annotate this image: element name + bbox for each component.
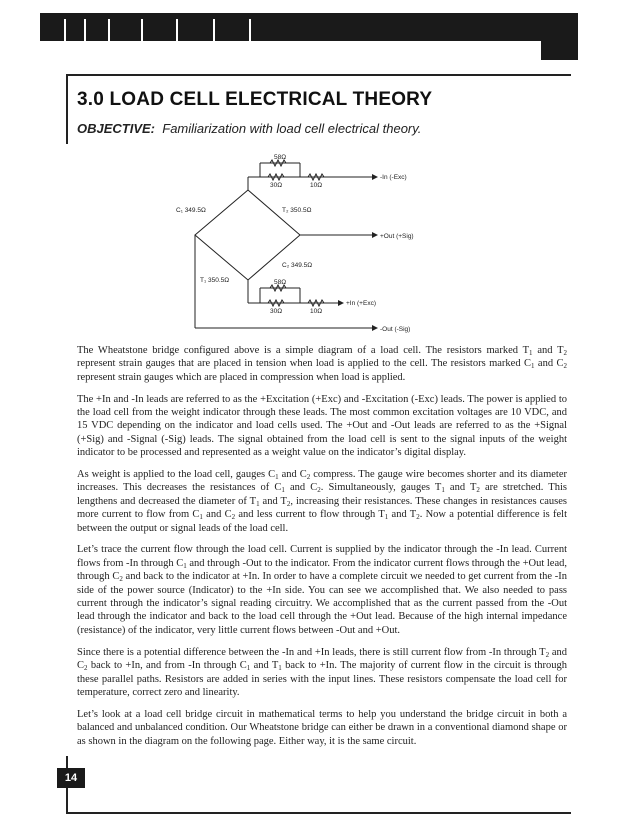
paragraph-2: The +In and -In leads are referred to as the +Excitation (+Exc) and -Excitation (-Exc) leads. The power is applied to the load cell from the weight indicator through these leads. The most common excitation voltages are 10 VDC, and 15 VDC depending on the indicator and load cells used. The +Out and -Out leads are referred to as the +Signal (+Sig) and -Signal (-Sig) leads. The signal obtained from the load cell is sent to the signal inputs of the weight indicator to be processed and represented as a weight value on the indicator’s digital display. bbox=[77, 393, 567, 459]
page-number: 14 bbox=[57, 768, 85, 788]
wheatstone-bridge-diagram bbox=[160, 150, 414, 340]
header-tick bbox=[108, 19, 110, 41]
header-tick bbox=[213, 19, 215, 41]
paragraph-6: Let’s look at a load cell bridge circuit in mathematical terms to help you understand the bridge circuit in both a balanced and unbalanced condition. Our Wheatstone bridge can either be drawn in a conventional diamond shape or as shown in the diagram on the following page. Either way, it is the same circuit. bbox=[77, 708, 567, 747]
label-30-bottom: 30Ω bbox=[270, 308, 283, 315]
paragraph-3: As weight is applied to the load cell, gauges $C_1$ and $C_2$ compress. The gauge wire becomes shorter and its diameter increases. This decreases the resistances of $C_1$ and $C_2$. Simultaneously, gauges $T_1$ and $T_2$ are stretched. This lengthens and decreased the diameter of $T_1$ and $T_2$, increasing their resistances. These changes in resistances causes more current to flow from $C_1$ and $C_2$ and less current to flow through $T_1$ and $T_2$. Now a potential difference is felt between the output or signal leads of the load cell. bbox=[77, 469, 567, 534]
objective-text: Familiarization with load cell electrical theory. bbox=[162, 121, 422, 136]
label-out-minus: -Out (-Sig) bbox=[380, 326, 411, 333]
label-30-top: 30Ω bbox=[270, 182, 283, 189]
paragraph-5: Since there is a potential difference between the -In and +In leads, there is still current flow from -In through $T_2$ and $C_2$ back to +In, and from -In through $C_1$ and $T_1$ back to +In. The majority of current flow in the circuit is through these parallel paths. Resistors are added in series with the input lines. These resistors compensate the load cell for temperature, correct zero and linearity. bbox=[77, 646, 568, 698]
paragraph-1: The Wheatstone bridge configured above is a simple diagram of a load cell. The resistors marked $T_1$ and $T_2$ represent strain gauges that are placed in tension when load is applied to the cell. The resistors marked $C_1$ and $C_2$ represent strain gauges which are placed in compression when load is applied. bbox=[77, 345, 567, 383]
label-t1: T₁ 350.5Ω bbox=[200, 277, 230, 284]
label-58-bottom: 58Ω bbox=[274, 279, 287, 286]
label-in-exc: -In (-Exc) bbox=[380, 174, 407, 181]
header-corner-block bbox=[541, 41, 578, 60]
label-t2: T₂ 350.5Ω bbox=[282, 207, 312, 214]
bottom-rule bbox=[66, 812, 571, 814]
body-text bbox=[77, 344, 567, 756]
header-tick bbox=[64, 19, 66, 41]
label-58-top: 58Ω bbox=[274, 154, 287, 161]
paragraph-4: Let’s trace the current flow through the load cell. Current is supplied by the indicator through the -In lead. Current flows from -In through $C_1$ and through -Out to the indicator. From the indicator current flows through the +Out lead, through $C_2$ and back to the indicator at +In. In order to have a complete circuit we needed to get current from the -In side of the power source (Indicator) to the +In side. You can see we accomplished that. We also needed to pass current through the indicator’s signal reading circuitry. We accomplished that as the current passed from the -Out lead through the indicator and back to the load cell through the +Out lead. Because of the high internal impedance (resistance) of the indicator, very little current flows between -Out and +Out. bbox=[77, 544, 568, 636]
top-rule bbox=[66, 74, 571, 76]
page-title: 3.0 LOAD CELL ELECTRICAL THEORY bbox=[77, 89, 433, 110]
objective-line bbox=[77, 121, 421, 137]
label-c2: C₂ 349.5Ω bbox=[282, 262, 313, 269]
header-tick bbox=[141, 19, 143, 41]
bridge-arrows bbox=[338, 174, 378, 331]
header-tick bbox=[84, 19, 86, 41]
header-tick bbox=[176, 19, 178, 41]
header-tick bbox=[249, 19, 251, 41]
left-margin-rule bbox=[66, 74, 68, 144]
header-bar bbox=[40, 13, 578, 41]
label-out-sig: +Out (+Sig) bbox=[380, 233, 414, 240]
label-c1: C₁ 349.5Ω bbox=[176, 207, 206, 214]
label-10-bottom: 10Ω bbox=[310, 308, 323, 315]
label-in-plus: +In (+Exc) bbox=[346, 300, 376, 307]
objective-label: OBJECTIVE: bbox=[77, 121, 156, 136]
label-10-top: 10Ω bbox=[310, 182, 323, 189]
